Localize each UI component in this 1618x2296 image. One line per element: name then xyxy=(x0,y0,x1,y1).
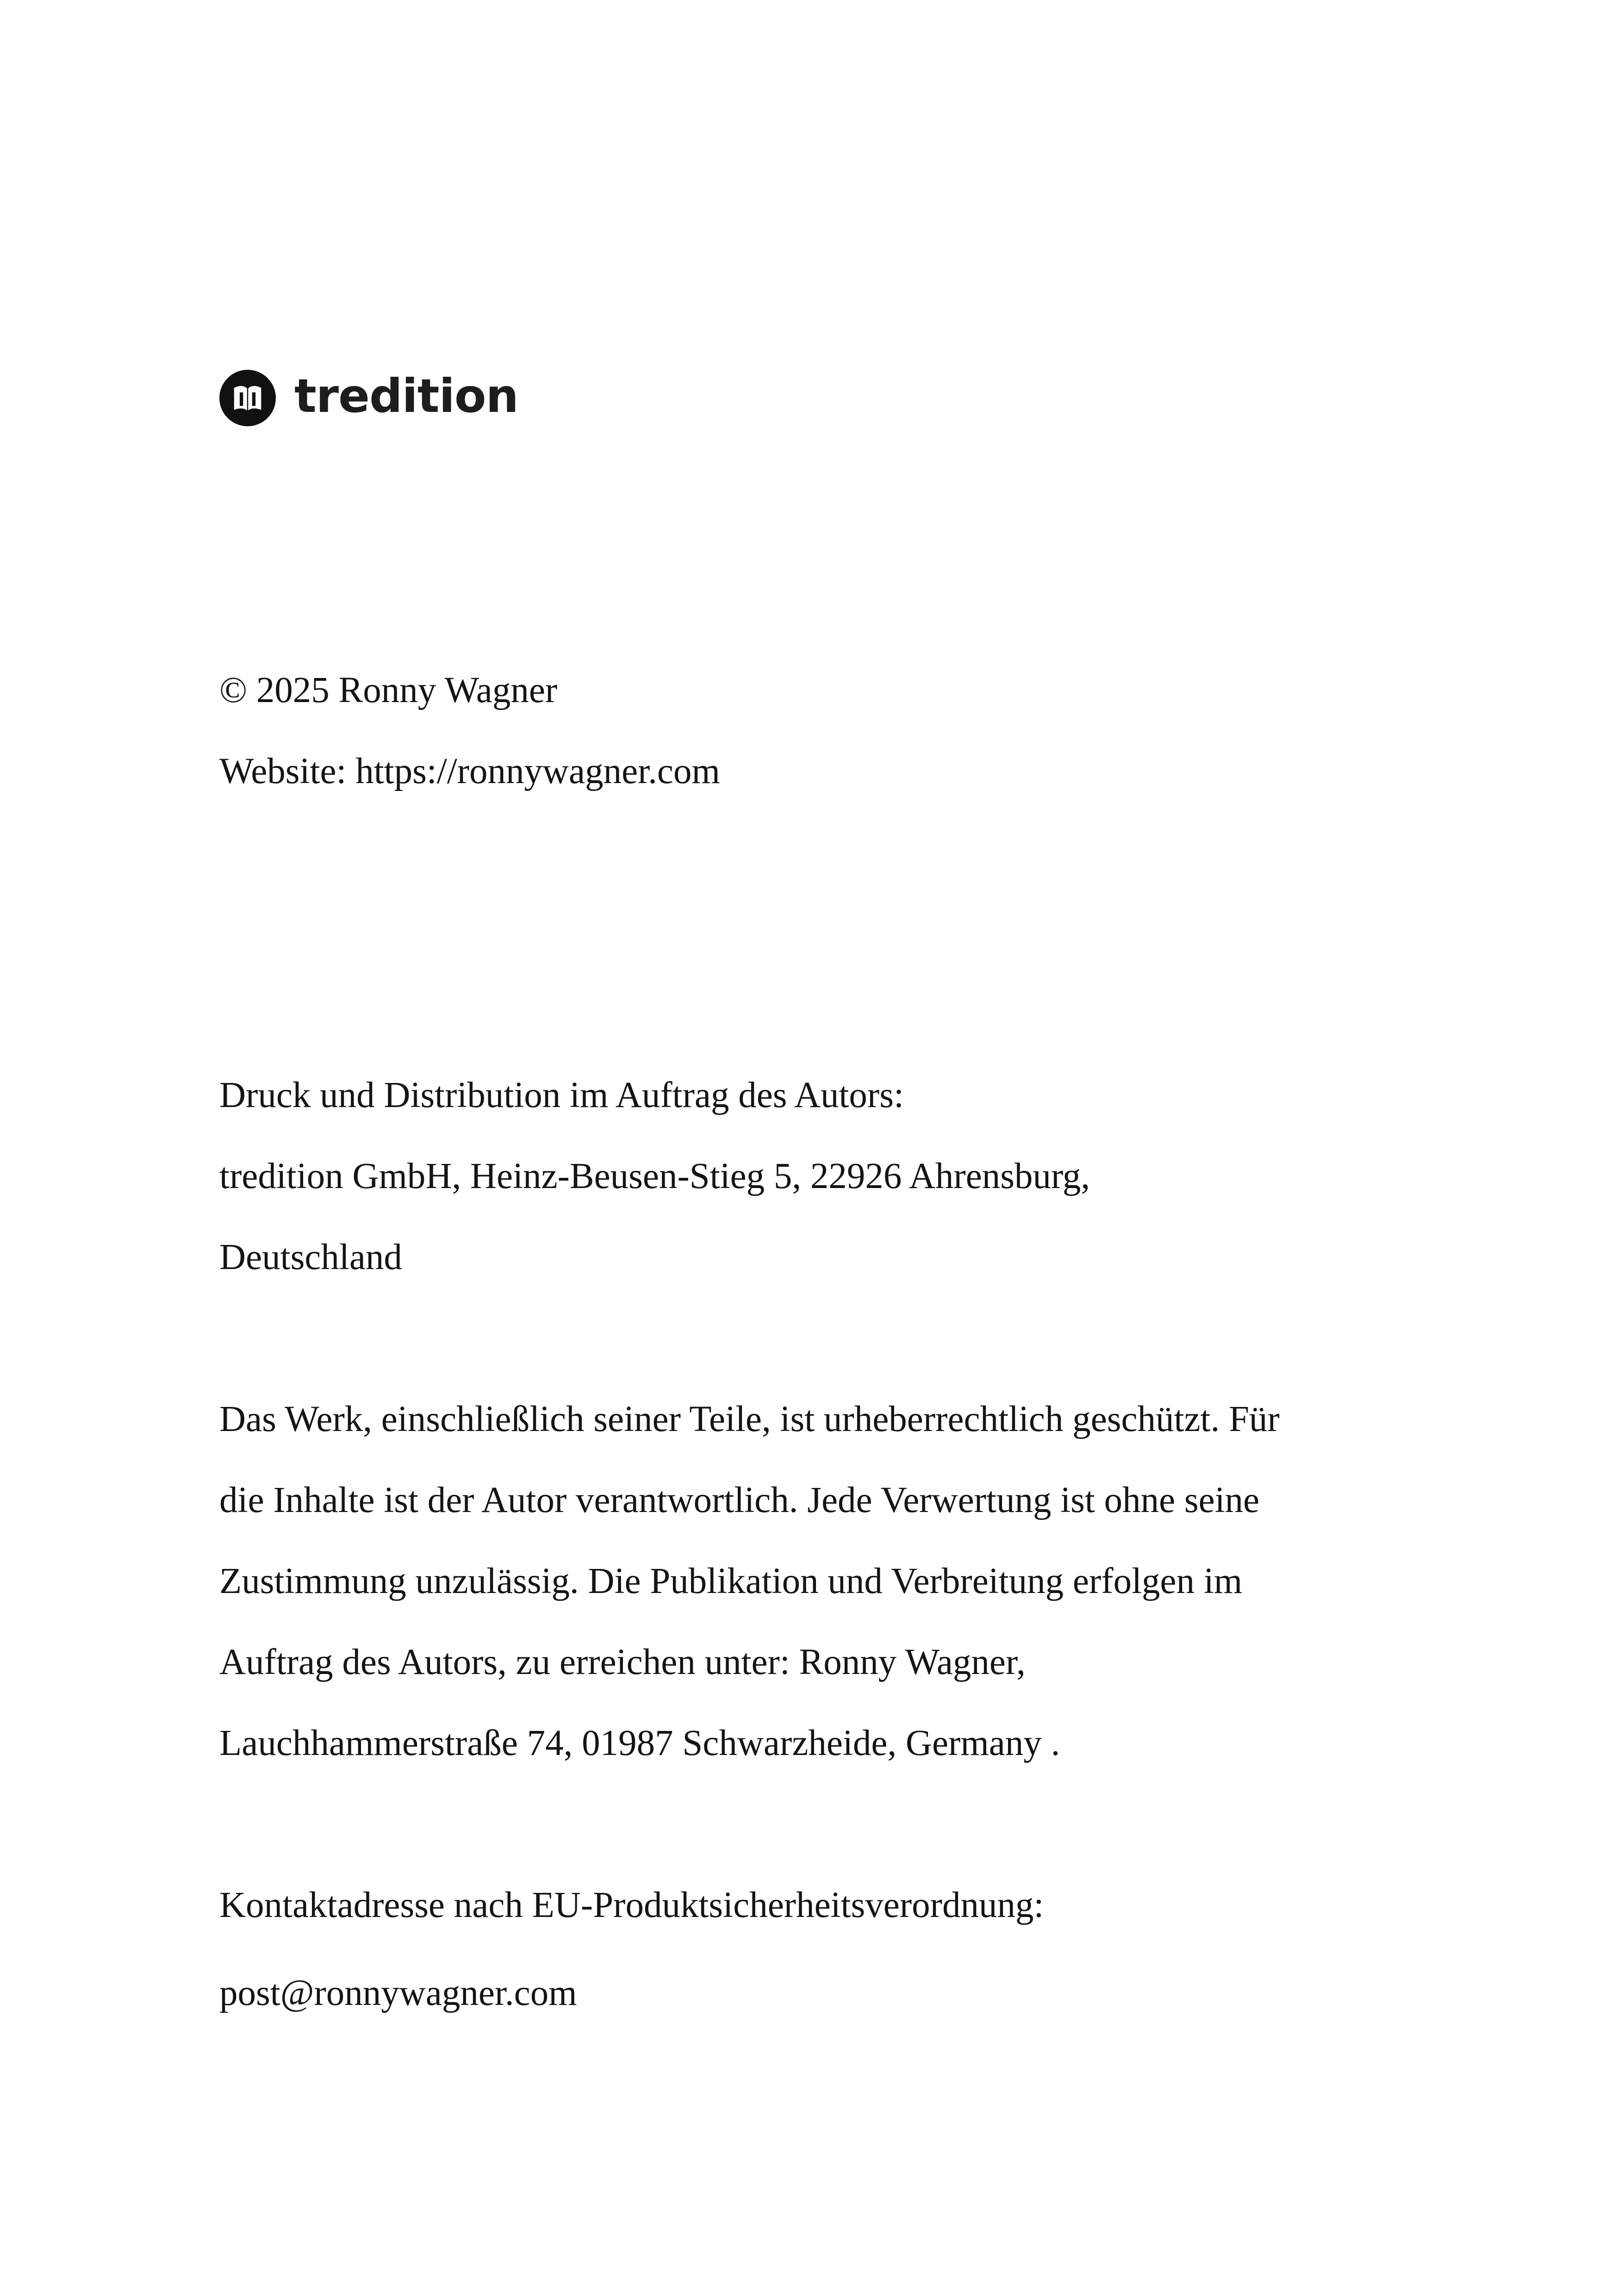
publisher-logo xyxy=(219,368,518,428)
copyright-notice: © 2025 Ronny Wagner xyxy=(219,670,558,710)
legal-line: Lauchhammerstraße 74, 01987 Schwarzheide, Germany . xyxy=(219,1723,1060,1763)
contact-email: post@ronnywagner.com xyxy=(219,1973,577,2013)
distribution-line: Druck und Distribution im Auftrag des Autors: xyxy=(219,1075,904,1115)
website-line: Website: https://ronnywagner.com xyxy=(219,751,720,791)
legal-line: Auftrag des Autors, zu erreichen unter: Ronny Wagner, xyxy=(219,1642,1026,1682)
contact-label: Kontaktadresse nach EU-Produktsicherheitsverordnung: xyxy=(219,1885,1044,1925)
distribution-line: Deutschland xyxy=(219,1237,402,1277)
distribution-line: tredition GmbH, Heinz-Beusen-Stieg 5, 22926 Ahrensburg, xyxy=(219,1156,1090,1196)
legal-line: Zustimmung unzulässig. Die Publikation und Verbreitung erfolgen im xyxy=(219,1561,1243,1601)
tredition-book-icon xyxy=(219,370,276,426)
legal-line: Das Werk, einschließlich seiner Teile, ist urheberrechtlich geschützt. Für xyxy=(219,1399,1280,1439)
legal-line: die Inhalte ist der Autor verantwortlich. Jede Verwertung ist ohne seine xyxy=(219,1480,1260,1520)
logo-wordmark: tredition xyxy=(294,369,518,423)
